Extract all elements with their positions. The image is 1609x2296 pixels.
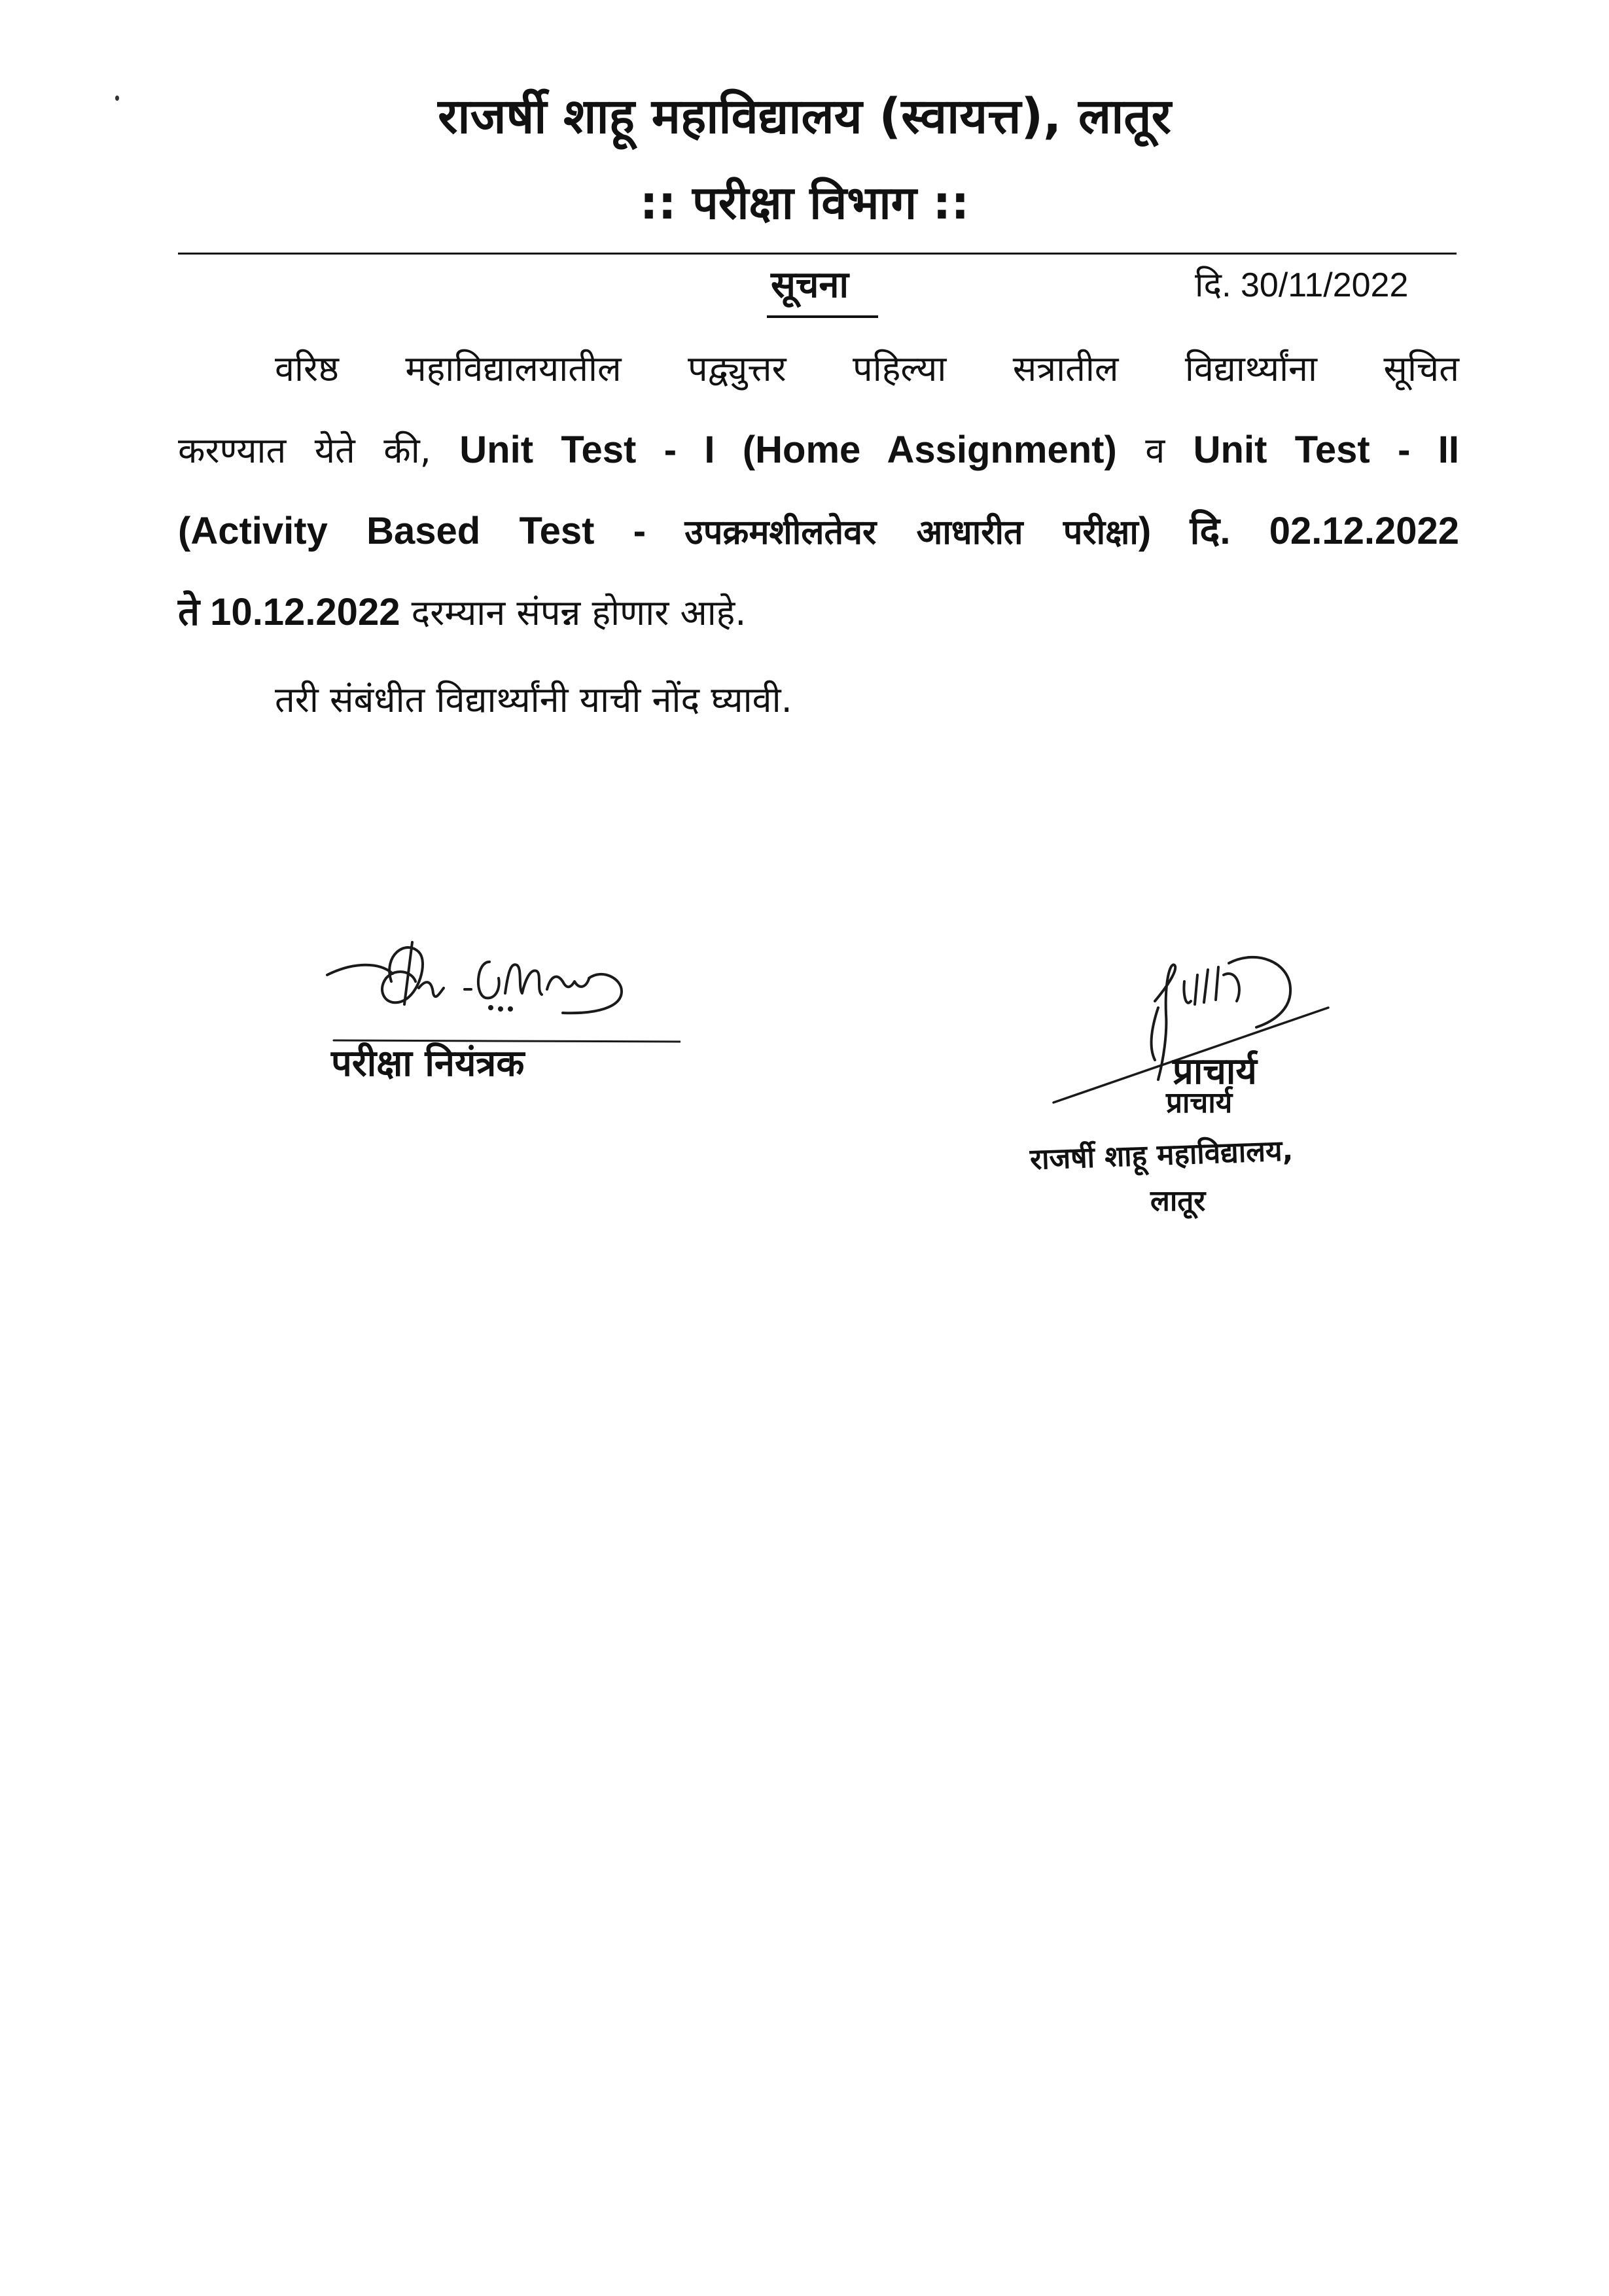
controller-signature — [314, 916, 681, 1053]
institution-title: राजर्षी शाहू महाविद्यालय (स्वायत्त), लातूर — [438, 88, 1171, 145]
body-line-4 — [178, 586, 1459, 639]
body-line-3 — [178, 505, 1459, 559]
stamp-city: लातूर — [1150, 1184, 1206, 1218]
exam-start-date: ) दि. 02.12.2022 — [1138, 510, 1460, 552]
notice-heading-underline — [767, 315, 878, 318]
body-line-2-conjunction: व — [1116, 430, 1193, 471]
body-line-1: वरिष्ठ महाविद्यालयातील पद्व्युत्तर पहिल्या सत्रातील विद्यार्थ्यांना सूचित — [275, 348, 1459, 389]
header-divider — [178, 253, 1457, 255]
body-line-2-prefix: करण्यात येते की, — [178, 430, 460, 471]
stamp-title: प्राचार्य — [1166, 1086, 1233, 1120]
principal-label: प्राचार्य — [1173, 1050, 1257, 1093]
activity-test-marathi: उपक्रमशीलतेवर आधारीत परीक्षा — [684, 513, 1139, 552]
activity-test-label: (Activity Based Test - — [178, 510, 685, 552]
department-title: :: परीक्षा विभाग :: — [639, 176, 970, 230]
unit-test-1-label: Unit Test - I (Home Assignment) — [459, 429, 1117, 471]
notice-date: दि. 30/11/2022 — [1195, 266, 1409, 304]
controller-label: परीक्षा नियंत्रक — [331, 1042, 525, 1085]
unit-test-2-label: Unit Test - II — [1193, 429, 1459, 471]
stamp-institution: राजर्षी शाहू महाविद्यालय, — [1029, 1133, 1294, 1177]
exam-end-date: ते 10.12.2022 — [178, 591, 400, 633]
body-line-5: तरी संबंधीत विद्यार्थ्यांनी याची नोंद घ्यावी. — [275, 679, 792, 720]
body-line-4-rest: दरम्यान संपन्न होणार आहे. — [400, 592, 747, 633]
notice-heading: सूचना — [771, 264, 849, 306]
body-line-2 — [178, 424, 1459, 477]
